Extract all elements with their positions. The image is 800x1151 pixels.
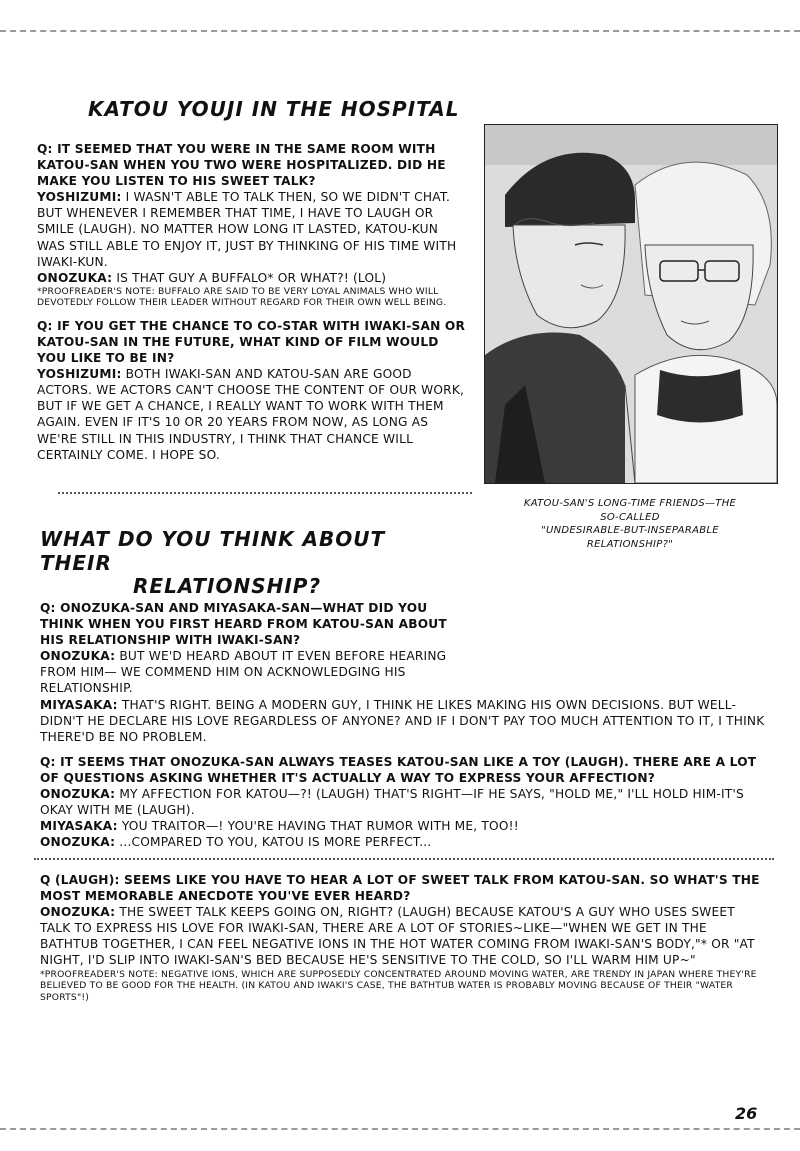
answer-text: I WASN'T ABLE TO TALK THEN, SO WE DIDN'T CHAT. BUT WHENEVER I REMEMBER THAT TIME, I HAVE TO LAUGH OR SMILE (LAUGH). NO MATTER HOW LONG IT LASTED, KATOU-KUN WAS STILL ABLE TO ENJOY IT, JUST BY THINKING OF HIS TIME WITH IWAKI-KUN. <box>37 190 457 269</box>
answer-2 <box>37 270 469 286</box>
answer-text: BOTH IWAKI-SAN AND KATOU-SAN ARE GOOD ACTORS. WE ACTORS CAN'T CHOOSE THE CONTENT OF OUR WORK, BUT IF WE GET A CHANCE, I REALLY WANT TO WORK WITH THEM AGAIN. EVEN IF IT'S 10 OR 20 YEARS FROM NOW, AS LONG AS WE'RE STILL IN THIS INDUSTRY, I THINK THAT CHANCE WILL CERTAINLY COME. I HOPE SO. <box>37 367 465 462</box>
question-2: Q: IF YOU GET THE CHANCE TO CO-STAR WITH IWAKI-SAN OR KATOU-SAN IN THE FUTURE, WHAT KIND OF FILM WOULD YOU LIKE TO BE IN? <box>37 318 466 366</box>
question-4: Q: IT SEEMS THAT ONOZUKA-SAN ALWAYS TEASES KATOU-SAN LIKE A TOY (LAUGH). THERE ARE A LOT OF QUESTIONS ASKING WHETHER IT'S ACTUALLY A WAY TO EXPRESS YOUR AFFECTION? <box>40 754 757 785</box>
answer-1 <box>37 189 469 269</box>
section2-part1 <box>40 600 768 850</box>
answer-8 <box>40 834 768 850</box>
answer-text: ...COMPARED TO YOU, KATOU IS MORE PERFECT... <box>119 835 432 850</box>
answer-text: IS THAT GUY A BUFFALO* OR WHAT?! (LOL) <box>116 270 387 285</box>
section1-title: KATOU YOUJI IN THE HOSPITAL <box>88 97 460 121</box>
scarf <box>657 369 743 423</box>
illustration-caption: KATOU-SAN'S LONG-TIME FRIENDS—THE SO-CALLED "UNDESIRABLE-BUT-INSEPARABLE RELATIONSHIP?" <box>523 498 737 550</box>
speaker: ONOZUKA: <box>40 649 116 664</box>
speaker: YOSHIZUMI: <box>37 367 122 382</box>
speaker: MIYASAKA: <box>40 819 118 834</box>
section2-part2 <box>40 872 768 1003</box>
speaker: ONOZUKA: <box>40 787 116 802</box>
answer-9 <box>40 904 768 968</box>
question-5: Q (LAUGH): SEEMS LIKE YOU HAVE TO HEAR A LOT OF SWEET TALK FROM KATOU-SAN. SO WHAT'S THE MOST MEMORABLE ANECDOTE YOU'VE EVER HEARD? <box>40 873 760 904</box>
top-dashed-border <box>0 30 800 32</box>
question-1: Q: IT SEEMED THAT YOU WERE IN THE SAME ROOM WITH KATOU-SAN WHEN YOU TWO WERE HOSPITALIZED. DID HE MAKE YOU LISTEN TO HIS SWEET TALK? <box>37 142 446 189</box>
section2-title: WHAT DO YOU THINK ABOUT THEIR RELATIONSHIP? <box>40 527 386 599</box>
answer-7 <box>40 818 768 834</box>
answer-5 <box>40 697 768 745</box>
dotted-divider <box>58 492 472 494</box>
answer-text: THE SWEET TALK KEEPS GOING ON, RIGHT? (LAUGH) BECAUSE KATOU'S A GUY WHO USES SWEET TALK TO EXPRESS HIS LOVE FOR IWAKI-SAN, THERE ARE A LOT OF STORIES~LIKE—"WHEN WE GET IN THE BATHTUB TOGETHER, I CAN FEEL NEGATIVE IONS IN THE HOT WATER COMING FROM IWAKI-SAN'S BODY,"* OR "AT NIGHT, I'D SLIP INTO IWAKI-SAN'S BED BECAUSE HE'S SENSITIVE TO THE COLD, SO I'LL WARM HIM UP~" <box>40 905 755 968</box>
answer-text: YOU TRAITOR—! YOU'RE HAVING THAT RUMOR WITH ME, TOO!! <box>121 819 519 834</box>
answer-text: MY AFFECTION FOR KATOU—?! (LAUGH) THAT'S RIGHT—IF HE SAYS, "HOLD ME," I'LL HOLD HIM-IT'S OKAY WITH ME (LAUGH). <box>40 787 744 818</box>
speaker: ONOZUKA: <box>37 270 113 285</box>
bottom-dashed-border <box>0 1128 800 1130</box>
dotted-divider <box>34 858 774 860</box>
answer-4 <box>40 648 470 696</box>
answer-text: BUT WE'D HEARD ABOUT IT EVEN BEFORE HEARING FROM HIM— WE COMMEND HIM ON ACKNOWLEDGING HIS RELATIONSHIP. <box>40 649 447 696</box>
answer-text: THAT'S RIGHT. BEING A MODERN GUY, I THINK HE LIKES MAKING HIS OWN DECISIONS. BUT WELL-DIDN'T HE DECLARE HIS LOVE REGARDLESS OF ANYONE? AND IF I DON'T PAY TOO MUCH ATTENTION TO IT, I THINK THERE'D BE NO PROBLEM. <box>40 697 765 744</box>
speaker: ONOZUKA: <box>40 905 116 920</box>
speaker: MIYASAKA: <box>40 697 118 712</box>
answer-3 <box>37 366 469 463</box>
answer-6 <box>40 786 768 818</box>
speaker: ONOZUKA: <box>40 835 116 850</box>
section1-body <box>37 141 469 463</box>
proofreader-note-2: *PROOFREADER'S NOTE: NEGATIVE IONS, WHICH ARE SUPPOSEDLY CONCENTRATED AROUND MOVING WATER, ARE TRENDY IN JAPAN WHERE THEY'RE BELIEVED TO BE GOOD FOR THE HEALTH. (IN KATOU AND IWAKI'S CASE, THE BATHTUB WATER IS PROBABLY MOVING BECAUSE OF THEIR "WATER SPORTS"!) <box>40 968 757 1003</box>
page-number: 26 <box>735 1104 758 1123</box>
manga-illustration <box>484 124 778 484</box>
proofreader-note-1: *PROOFREADER'S NOTE: BUFFALO ARE SAID TO BE VERY LOYAL ANIMALS WHO WILL DEVOTEDLY FOLLOW THEIR LEADER WITHOUT REGARD FOR THEIR OWN WELL BEING. <box>37 285 447 309</box>
question-3: Q: ONOZUKA-SAN AND MIYASAKA-SAN—WHAT DID YOU THINK WHEN YOU FIRST HEARD FROM KATOU-SAN ABOUT HIS RELATIONSHIP WITH IWAKI-SAN? <box>40 601 447 648</box>
speaker: YOSHIZUMI: <box>37 190 122 205</box>
